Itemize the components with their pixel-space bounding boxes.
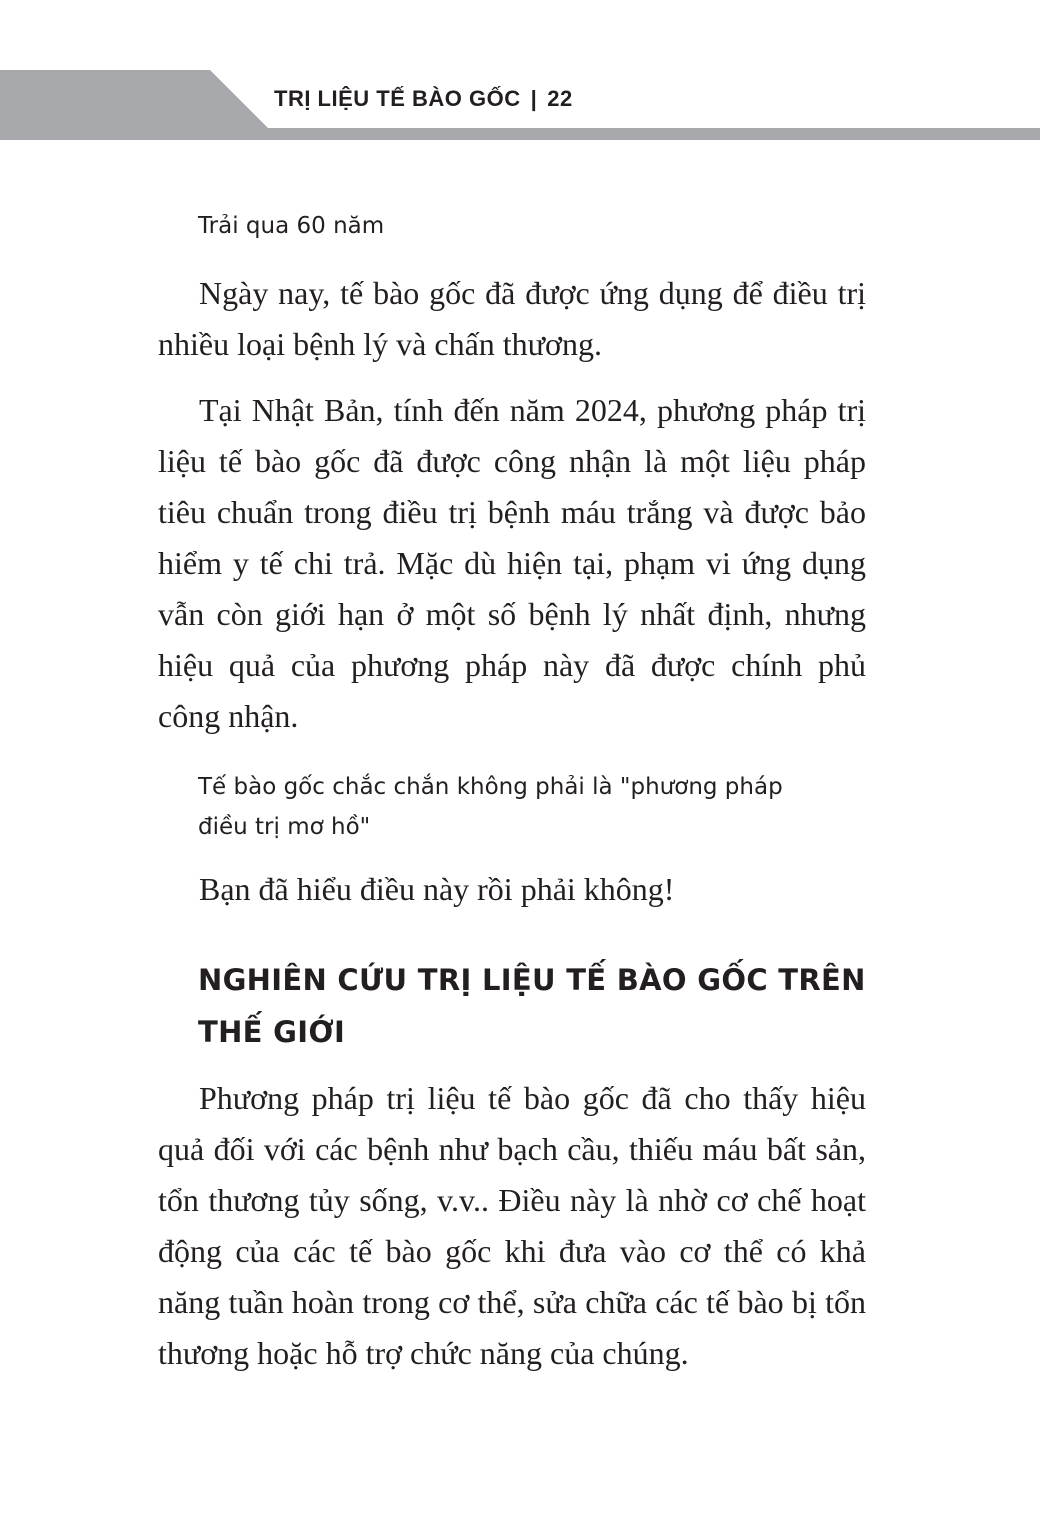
header-band-rule bbox=[210, 128, 1040, 140]
section-heading bbox=[198, 954, 878, 1058]
paragraph-understood: Bạn đã hiểu điều này rồi phải không! bbox=[199, 871, 675, 907]
section-heading-line-2: THẾ GIỚI bbox=[198, 1015, 346, 1049]
paragraph-today: Ngày nay, tế bào gốc đã được ứng dụng để điều trị nhiều loại bệnh lý và chấn thương. bbox=[158, 275, 866, 362]
header-separator: | bbox=[530, 86, 538, 111]
paragraph-japan: Tại Nhật Bản, tính đến năm 2024, phương pháp trị liệu tế bào gốc đã được công nhận là một liệu pháp tiêu chuẩn trong điều trị bệnh máu trắng và được bảo hiểm y tế chi trả. Mặc dù hiện tại, phạm vi ứng dụng vẫn còn giới hạn ở một số bệnh lý nhất định, nhưng hiệu quả của phương pháp này đã được chính phủ công nhận. bbox=[158, 392, 866, 734]
caption-not-vague bbox=[198, 767, 783, 847]
page-header bbox=[0, 0, 1040, 150]
page-number: 22 bbox=[547, 86, 573, 111]
header-band bbox=[0, 0, 1040, 150]
section-heading-line-1: NGHIÊN CỨU TRỊ LIỆU TẾ BÀO GỐC TRÊN bbox=[198, 963, 866, 997]
book-title: TRỊ LIỆU TẾ BÀO GỐC bbox=[274, 86, 521, 111]
caption-not-vague-line-2: điều trị mơ hồ" bbox=[198, 814, 371, 840]
paragraph-research: Phương pháp trị liệu tế bào gốc đã cho thấy hiệu quả đối với các bệnh như bạch cầu, thiếu máu bất sản, tổn thương tủy sống, v.v.. Điều này là nhờ cơ chế hoạt động của các tế bào gốc khi đưa vào cơ thể có khả năng tuần hoàn trong cơ thể, sửa chữa các tế bào bị tổn thương hoặc hỗ trợ chức năng của chúng. bbox=[158, 1080, 866, 1371]
caption-sixty-years: Trải qua 60 năm bbox=[198, 213, 385, 239]
caption-not-vague-line-1: Tế bào gốc chắc chắn không phải là "phương pháp bbox=[198, 774, 783, 800]
running-head bbox=[274, 86, 573, 112]
